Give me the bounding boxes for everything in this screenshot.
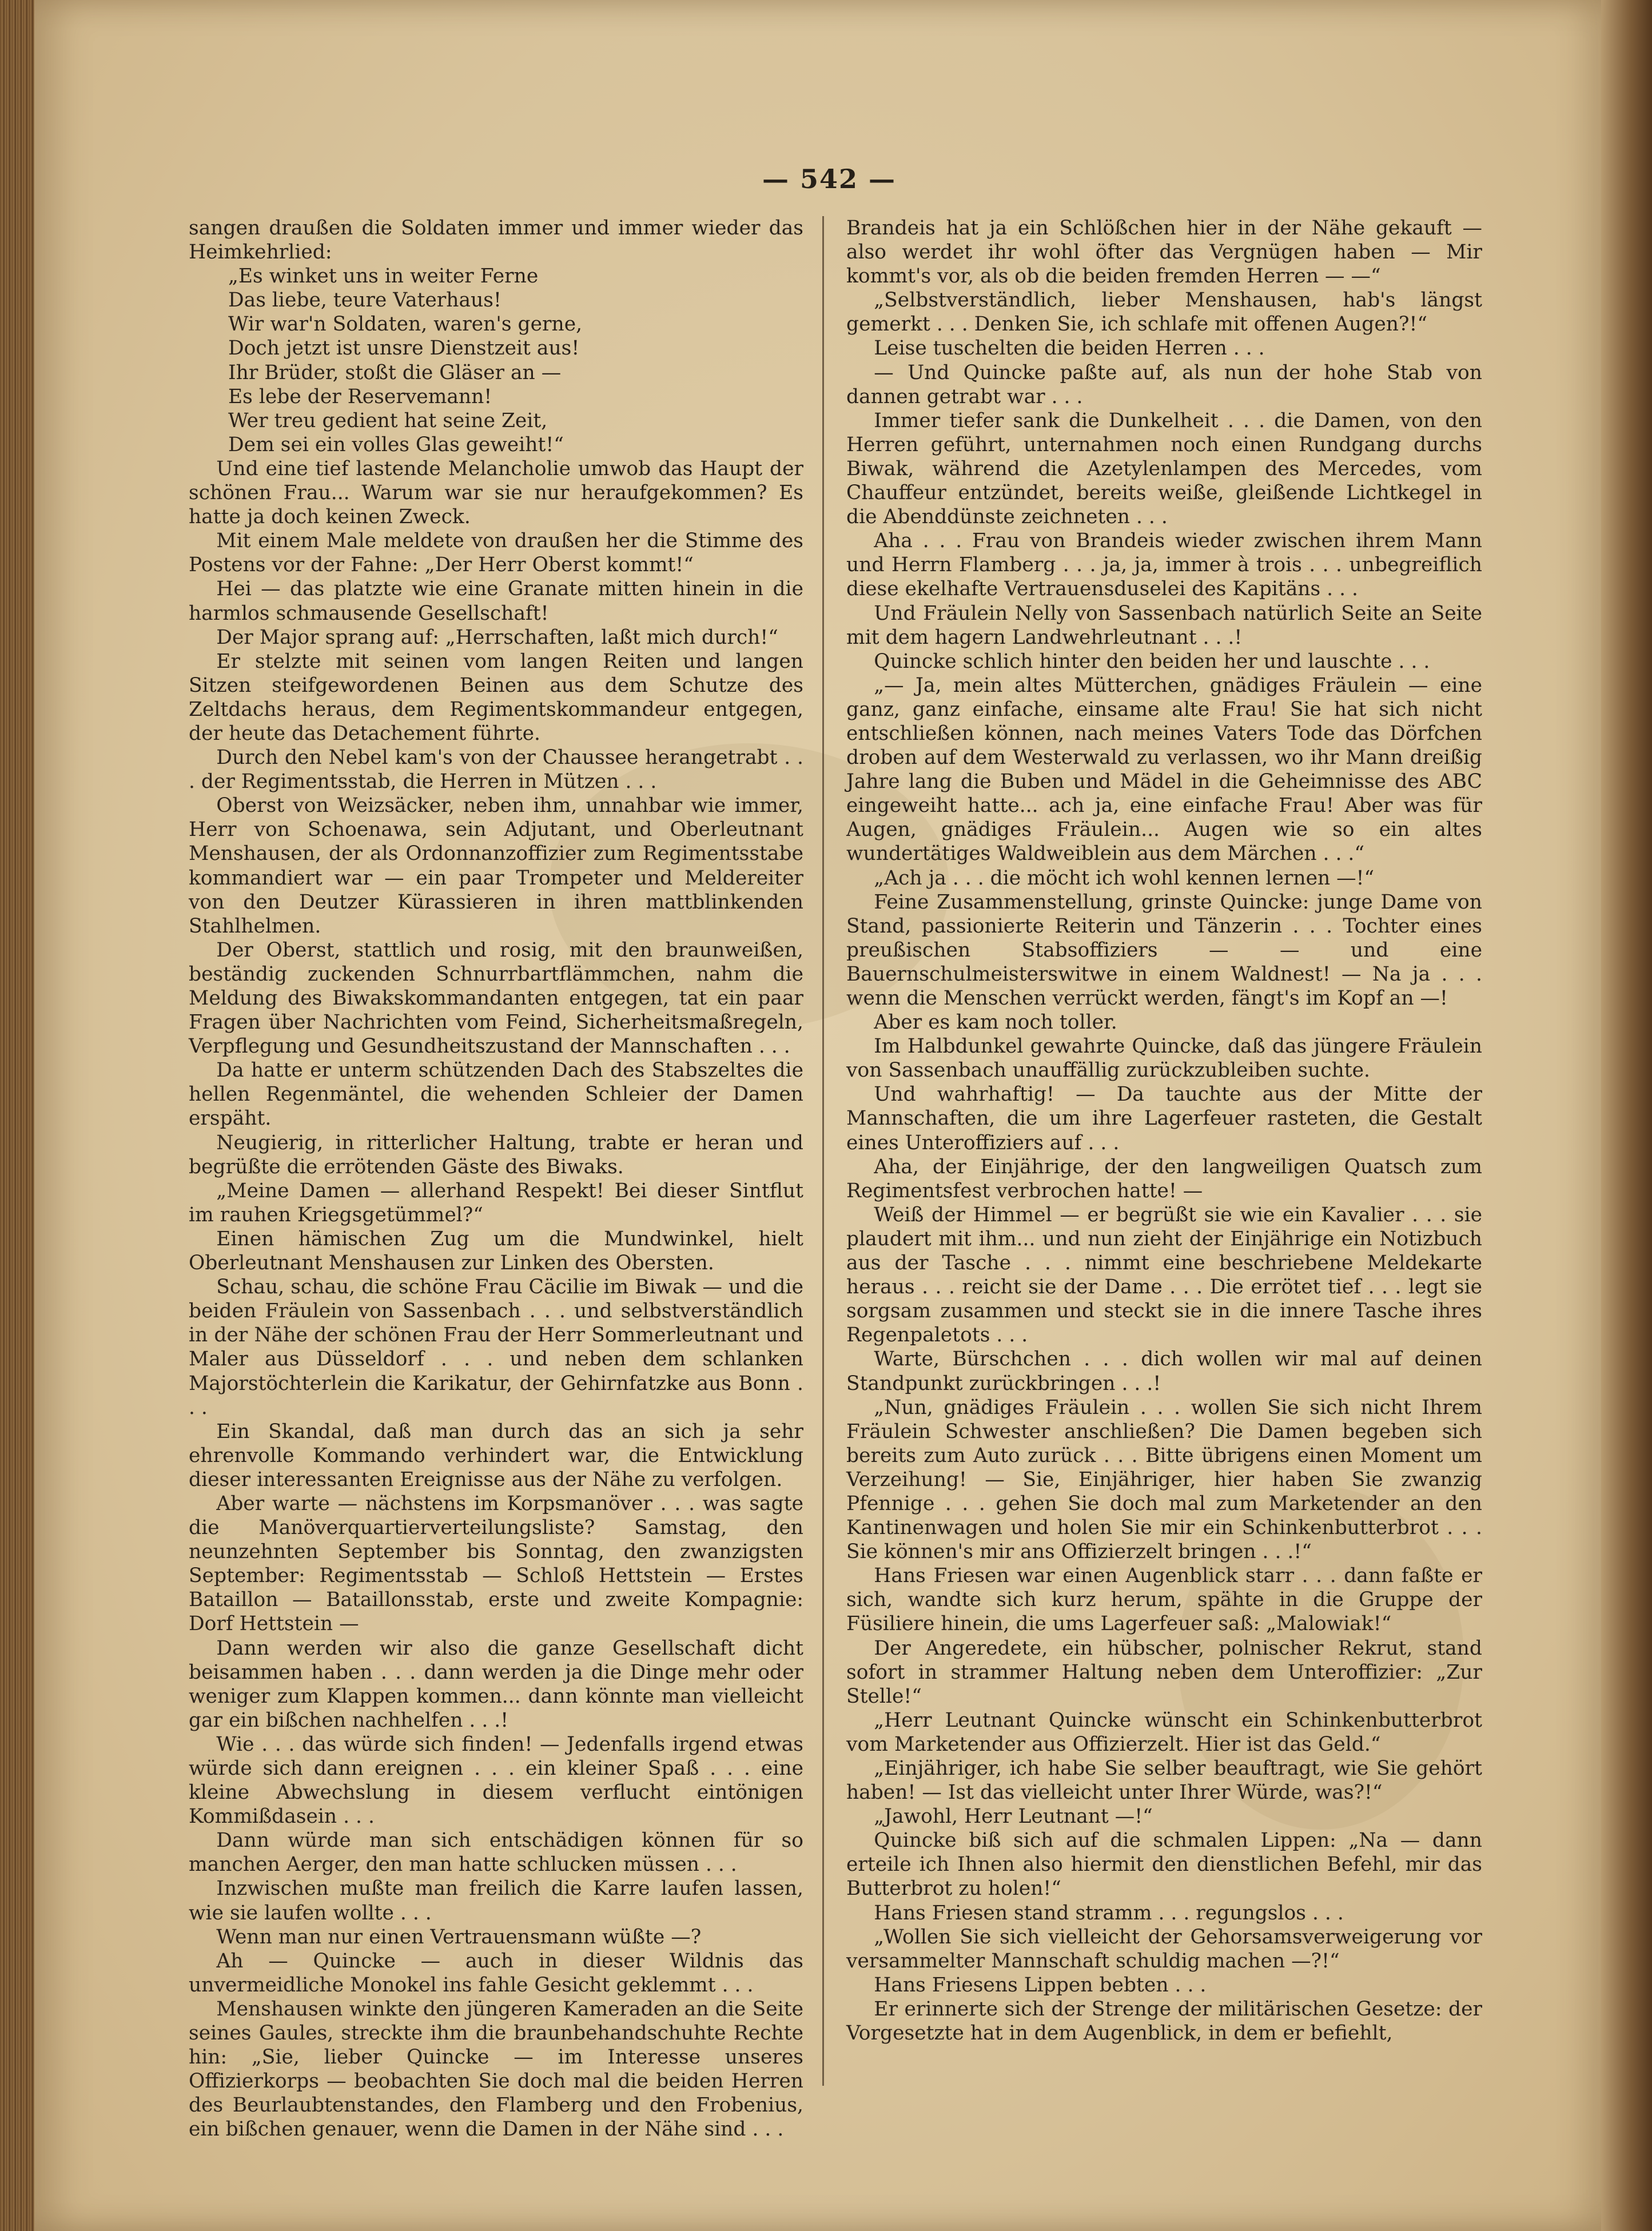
verse-line: Wer treu gedient hat seine Zeit, (228, 409, 548, 432)
paragraph: Durch den Nebel kam's von der Chaussee herangetrabt . . . der Regimentsstab, die Herren in Mützen . . . (189, 746, 803, 794)
paragraph: Ein Skandal, daß man durch das an sich ja sehr ehrenvolle Kommando verhindert war, die Entwicklung dieser interessanten Ereignisse aus der Nähe zu verfolgen. (189, 1420, 803, 1491)
verse-line: Ihr Brüder, stoßt die Gläser an — (228, 361, 562, 384)
verse-line: Dem sei ein volles Glas geweiht!“ (228, 433, 564, 456)
paragraph: Weiß der Himmel — er begrüßt sie wie ein Kavalier . . . sie plaudert mit ihm... und nun zieht der Einjährige ein Notizbuch aus der Tasche . . . nimmt eine beschriebene Meldekarte heraus . . . reicht sie der Dame . . . Die errötet tief . . . legt sie sorgsam zusammen und steckt sie in die innere Tasche ihres Regenpaletots . . . (846, 1203, 1482, 1347)
paragraph: Inzwischen mußte man freilich die Karre laufen lassen, wie sie laufen wollte . . . (189, 1877, 803, 1925)
paragraph: Menshausen winkte den jüngeren Kameraden an die Seite seines Gaules, streckte ihm die braunbehandschuhte Rechte hin: „Sie, lieber Quincke — im Interesse unseres Offizierkorps — beobachten Sie doch mal die beiden Herren des Beurlaubtenstandes, den Flamberg und den Frobenius, ein bißchen genauer, wenn die Damen in der Nähe sind . . . (189, 1997, 803, 2141)
column-divider (822, 216, 824, 2086)
paragraph: Dann werden wir also die ganze Gesellschaft dicht beisammen haben . . . dann werden ja die Dinge mehr oder weniger zum Klappen kommen... dann könnte man vielleicht gar ein bißchen nachhelfen . . .! (189, 1636, 803, 1732)
paragraph: Aha, der Einjährige, der den langweiligen Quatsch zum Regimentsfest verbrochen hatte! — (846, 1155, 1482, 1202)
paragraph: „Einjähriger, ich habe Sie selber beauftragt, wie Sie gehört haben! — Ist das vielleicht unter Ihrer Würde, was?!“ (846, 1757, 1482, 1804)
paragraph: Wenn man nur einen Vertrauensmann wüßte —? (216, 1925, 702, 1949)
paragraph: Und wahrhaftig! — Da tauchte aus der Mitte der Mannschaften, die um ihre Lagerfeuer rasteten, die Gestalt eines Unteroffiziers auf . . . (846, 1083, 1482, 1154)
paragraph: Wie . . . das würde sich finden! — Jedenfalls irgend etwas würde sich dann ereignen . . . ein kleiner Spaß . . . eine kleine Abwechslung in diesem verflucht eintönigen Kommißdasein . . . (189, 1732, 803, 1828)
paragraph: „Meine Damen — allerhand Respekt! Bei dieser Sintflut im rauhen Kriegsgetümmel?“ (189, 1179, 803, 1226)
paragraph: Mit einem Male meldete von draußen her die Stimme des Postens vor der Fahne: „Der Herr Oberst kommt!“ (189, 529, 803, 577)
paragraph: Er stelzte mit seinen vom langen Reiten und langen Sitzen steifgewordenen Beinen aus dem Schutze des Zeltdachs heraus, dem Regimentskommandeur entgegen, der heute das Detachement führte. (189, 650, 803, 745)
paragraph: Hans Friesens Lippen bebten . . . (874, 1973, 1207, 1997)
paragraph: „Jawohl, Herr Leutnant —!“ (874, 1805, 1153, 1828)
paragraph: Hans Friesen stand stramm . . . regungslos . . . (874, 1901, 1344, 1925)
paragraph: Hei — das platzte wie eine Granate mitten hinein in die harmlos schmausende Gesellschaft! (189, 577, 803, 625)
paragraph: — Und Quincke paßte auf, als nun der hohe Stab von dannen getrabt war . . . (846, 361, 1482, 408)
paragraph: Der Major sprang auf: „Herrschaften, laßt mich durch!“ (216, 626, 778, 649)
paragraph: Quincke schlich hinter den beiden her und lauschte . . . (874, 650, 1430, 673)
paragraph: „Nun, gnädiges Fräulein . . . wollen Sie sich nicht Ihrem Fräulein Schwester anschließen? Die Damen begeben sich bereits zum Auto zurück . . . Bitte übrigens einen Moment um Verzeihung! — Sie, Einjähriger, hier haben Sie zwanzig Pfennige . . . gehen Sie doch mal zum Marketender an den Kantinenwagen und holen Sie mir ein Schinkenbutterbrot . . . Sie können's mir ans Offizierzelt bringen . . .!“ (846, 1396, 1482, 1564)
paragraph: „Wollen Sie sich vielleicht der Gehorsamsverweigerung vor versammelter Mannschaft schuldig machen —?!“ (846, 1925, 1482, 1973)
paragraph: „Herr Leutnant Quincke wünscht ein Schinkenbutterbrot vom Marketender aus Offizierzelt. Hier ist das Geld.“ (846, 1708, 1482, 1756)
verse-line: Das liebe, teure Vaterhaus! (228, 289, 501, 312)
paragraph: Da hatte er unterm schützenden Dach des Stabszeltes die hellen Regenmäntel, die wehenden Schleier der Damen erspäht. (189, 1059, 803, 1130)
paragraph: Brandeis hat ja ein Schlößchen hier in der Nähe gekauft — also werdet ihr wohl öfter das Vergnügen haben — Mir kommt's vor, als ob die beiden fremden Herren — —“ (846, 217, 1482, 288)
verse-line: Doch jetzt ist unsre Dienstzeit aus! (228, 337, 580, 360)
paragraph: Einen hämischen Zug um die Mundwinkel, hielt Oberleutnant Menshausen zur Linken des Obersten. (189, 1227, 803, 1275)
paragraph: „Ach ja . . . die möcht ich wohl kennen lernen —!“ (874, 866, 1375, 890)
paragraph: Der Oberst, stattlich und rosig, mit den braunweißen, beständig zuckenden Schnurrbartflämmchen, nahm die Meldung des Biwakskommandanten entgegen, tat ein paar Fragen über Nachrichten vom Feind, Sicherheitsmaßregeln, Verpflegung und Gesundheitszustand der Mannschaften . . . (189, 938, 803, 1058)
right-text-column (846, 216, 1482, 2091)
paragraph: Aha . . . Frau von Brandeis wieder zwischen ihrem Mann und Herrn Flamberg . . . ja, ja, immer à trois . . . unbegreiflich diese ekelhafte Vertrauensduselei des Kapitäns . . . (846, 529, 1482, 601)
paragraph: „Selbstverständlich, lieber Menshausen, hab's längst gemerkt . . . Denken Sie, ich schlafe mit offenen Augen?!“ (846, 289, 1482, 336)
page-number: — 542 — (762, 164, 897, 194)
paragraph: Hans Friesen war einen Augenblick starr . . . dann faßte er sich, wandte sich kurz herum, spähte in die Gruppe der Füsiliere hinein, die ums Lagerfeuer saß: „Malowiak!“ (846, 1564, 1482, 1636)
paragraph: Er erinnerte sich der Strenge der militärischen Gesetze: der Vorgesetzte hat in dem Augenblick, in dem er befiehlt, (846, 1997, 1482, 2045)
paragraph: Der Angeredete, ein hübscher, polnischer Rekrut, stand sofort in strammer Haltung neben dem Unteroffizier: „Zur Stelle!“ (846, 1636, 1482, 1708)
book-spine-edge (0, 0, 34, 2231)
paragraph: Aber warte — nächstens im Korpsmanöver . . . was sagte die Manöverquartierverteilungsliste? Samstag, den neunzehnten September bis Sonntag, den zwanzigsten September: Regimentsstab — Schloß Hettstein — Erstes Bataillon — Bataillonsstab, erste und zweite Kompagnie: Dorf Hettstein — (189, 1492, 803, 1636)
paragraph: Warte, Bürschchen . . . dich wollen wir mal auf deinen Standpunkt zurückbringen . . .! (846, 1348, 1482, 1395)
paragraph: sangen draußen die Soldaten immer und immer wieder das Heimkehrlied: (189, 217, 803, 264)
paragraph: Leise tuschelten die beiden Herren . . . (874, 337, 1265, 360)
paragraph: Immer tiefer sank die Dunkelheit . . . die Damen, von den Herren geführt, unternahmen noch einen Rundgang durchs Biwak, während die Azetylenlampen des Mercedes, vom Chauffeur entzündet, bereits weiße, gleißende Lichtkegel in die Abenddünste zeichneten . . . (846, 409, 1482, 529)
verse-line: Wir war'n Soldaten, waren's gerne, (228, 313, 583, 336)
paragraph: Ah — Quincke — auch in dieser Wildnis das unvermeidliche Monokel ins fahle Gesicht geklemmt . . . (189, 1949, 803, 1997)
paragraph: Neugierig, in ritterlicher Haltung, trabte er heran und begrüßte die errötenden Gäste des Biwaks. (189, 1131, 803, 1178)
paragraph: Schau, schau, die schöne Frau Cäcilie im Biwak — und die beiden Fräulein von Sassenbach . . . und selbstverständlich in der Nähe der schönen Frau der Herr Sommerleutnant und Maler aus Düsseldorf . . . und neben dem schlanken Majorstöchterlein die Karikatur, der Gehirnfatzke aus Bonn . . . (189, 1276, 803, 1419)
paragraph: „— Ja, mein altes Mütterchen, gnädiges Fräulein — eine ganz, ganz einfache, einsame alte Frau! Sie hat sich nicht entschließen können, nach meines Vaters Tode das Dörfchen droben auf dem Westerwald zu verlassen, wo ihr Mann dreißig Jahre lang die Buben und Mädel in die Geheimnisse des ABC eingeweiht hatte... ach ja, eine einfache Frau! Aber was für Augen, gnädiges Fräulein... Augen wie so ein altes wundertätiges Waldweiblein aus dem Märchen . . .“ (846, 674, 1482, 866)
verse-line: „Es winket uns in weiter Ferne (228, 265, 539, 288)
paragraph: Feine Zusammenstellung, grinste Quincke: junge Dame von Stand, passionierte Reiterin und Tänzerin . . . Tochter eines preußischen Stabsoffiziers — — und eine Bauernschulmeisterswitwe in einem Waldnest! — Na ja . . . wenn die Menschen verrückt werden, fängt's im Kopf an —! (846, 890, 1482, 1010)
paragraph: Im Halbdunkel gewahrte Quincke, daß das jüngere Fräulein von Sassenbach unauffällig zurückzubleiben suchte. (846, 1035, 1482, 1082)
left-text-column (189, 216, 803, 2141)
verse-line: Es lebe der Reservemann! (228, 385, 492, 408)
paragraph: Und Fräulein Nelly von Sassenbach natürlich Seite an Seite mit dem hagern Landwehrleutnant . . .! (846, 601, 1482, 649)
paragraph: Dann würde man sich entschädigen können für so manchen Aerger, den man hatte schlucken müssen . . . (189, 1829, 803, 1877)
paragraph: Quincke biß sich auf die schmalen Lippen: „Na — dann erteile ich Ihnen also hiermit den dienstlichen Befehl, mir das Butterbrot zu holen!“ (846, 1829, 1482, 1901)
paragraph: Aber es kam noch toller. (874, 1011, 1117, 1034)
paragraph: Oberst von Weizsäcker, neben ihm, unnahbar wie immer, Herr von Schoenawa, sein Adjutant, und Oberleutnant Menshausen, der als Ordonnanzoffizier zum Regimentsstabe kommandiert war — ein paar Trompeter und Meldereiter von den Deutzer Kürassieren in ihren mattblinkenden Stahlhelmen. (189, 794, 803, 938)
paragraph: Und eine tief lastende Melancholie umwob das Haupt der schönen Frau... Warum war sie nur heraufgekommen? Es hatte ja doch keinen Zweck. (189, 457, 803, 529)
